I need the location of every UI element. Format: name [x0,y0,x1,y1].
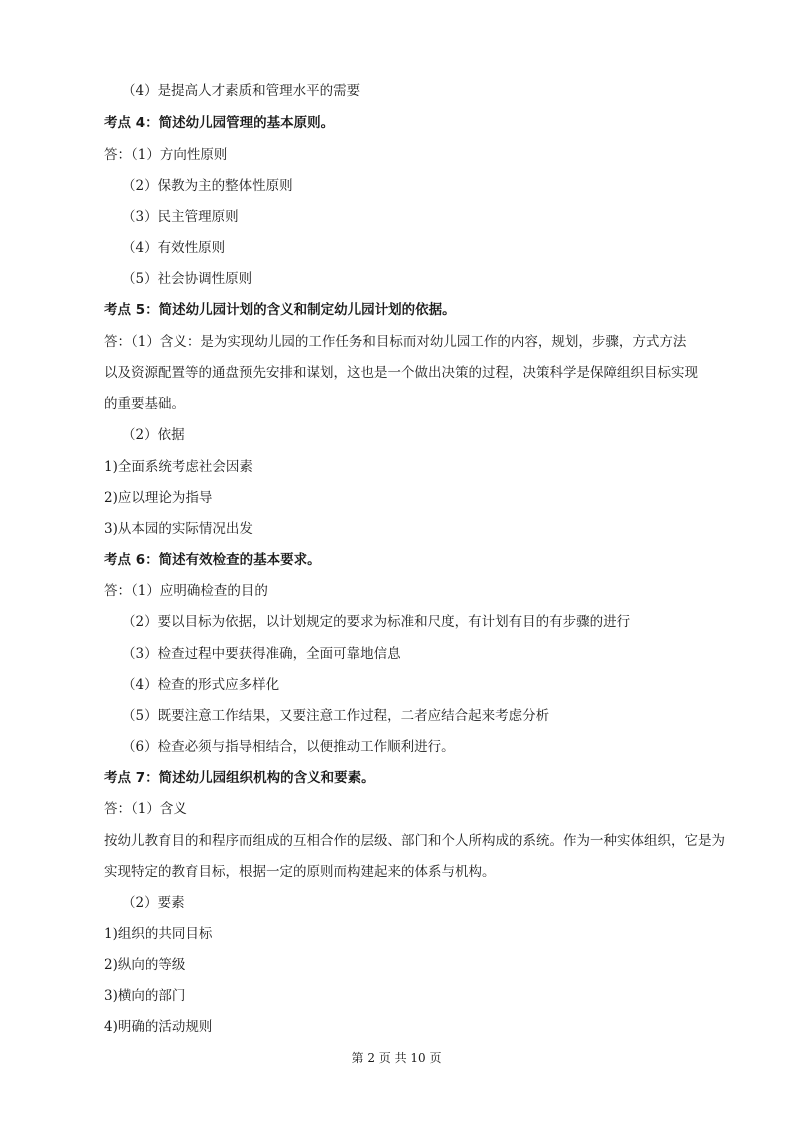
paragraph-line: 以及资源配置等的通盘预先安排和谋划，这也是一个做出决策的过程，决策科学是保障组织目标实现 [104,365,698,381]
list-item: 4)明确的活动规则 [104,1019,213,1035]
section-heading: 考点 4：简述幼儿园管理的基本原则。 [104,115,335,131]
list-item: （2）依据 [122,427,185,443]
list-item: 2)应以理论为指导 [104,490,213,506]
answer-line: 答：（1）应明确检查的目的 [104,583,268,599]
paragraph-line: 实现特定的教育目标，根据一定的原则而构建起来的体系与机构。 [104,864,496,880]
list-item: 3)横向的部门 [104,988,186,1004]
list-item: （5）既要注意工作结果，又要注意工作过程，二者应结合起来考虑分析 [122,708,550,724]
list-item: （5）社会协调性原则 [122,271,253,287]
list-item: （6）检查必须与指导相结合，以便推动工作顺利进行。 [122,739,455,755]
list-item: （3）民主管理原则 [122,209,239,225]
section-heading: 考点 5：简述幼儿园计划的含义和制定幼儿园计划的依据。 [104,302,456,318]
list-item: （2）保教为主的整体性原则 [122,178,293,194]
list-item: （4）有效性原则 [122,240,226,256]
section-heading: 考点 6：简述有效检查的基本要求。 [104,552,321,568]
list-item: 2)纵向的等级 [104,957,186,973]
list-item: （2）要素 [122,895,185,911]
answer-line: 答：（1）含义：是为实现幼儿园的工作任务和目标而对幼儿园工作的内容，规划，步骤，方式方法 [104,334,687,350]
list-item: （2）要以目标为依据，以计划规定的要求为标准和尺度，有计划有目的有步骤的进行 [122,614,631,630]
section-heading: 考点 7：简述幼儿园组织机构的含义和要素。 [104,770,375,786]
list-item: （4）检查的形式应多样化 [122,677,280,693]
list-item: 3)从本园的实际情况出发 [104,521,253,537]
list-item: 1)组织的共同目标 [104,926,213,942]
list-item: （3）检查过程中要获得准确，全面可靠地信息 [122,646,401,662]
paragraph-line: 的重要基础。 [104,396,185,412]
list-item: 1)全面系统考虑社会因素 [104,459,253,475]
paragraph-line: 按幼儿教育目的和程序而组成的互相合作的层级、部门和个人所构成的系统。作为一种实体组织，它是为 [104,833,725,849]
answer-line: 答：（1）含义 [104,801,187,817]
page-footer: 第 2 页 共 10 页 [351,1051,442,1065]
answer-line: 答：（1）方向性原则 [104,147,228,163]
paragraph-line: （4）是提高人才素质和管理水平的需要 [122,83,361,99]
